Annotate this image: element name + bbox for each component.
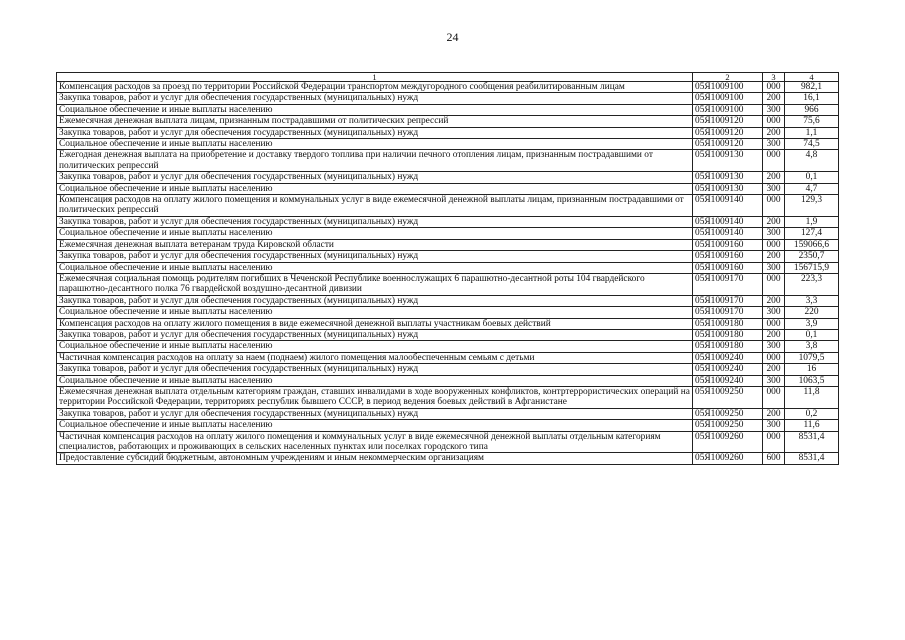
expense-type-cell: 300 — [763, 341, 785, 352]
expense-name-cell: Социальное обеспечение и иные выплаты населению — [57, 420, 693, 431]
target-code-cell: 05Я1009250 — [693, 386, 763, 408]
expense-name-cell: Социальное обеспечение и иные выплаты населению — [57, 139, 693, 150]
header-col-3: 3 — [763, 73, 785, 82]
target-code-cell: 05Я1009160 — [693, 262, 763, 273]
amount-cell: 11,6 — [785, 420, 839, 431]
expense-type-cell: 200 — [763, 216, 785, 227]
header-col-1: 1 — [57, 73, 693, 82]
expense-name-cell: Закупка товаров, работ и услуг для обеспечения государственных (муниципальных) нужд — [57, 329, 693, 340]
target-code-cell: 05Я1009120 — [693, 127, 763, 138]
target-code-cell: 05Я1009100 — [693, 93, 763, 104]
table-row — [57, 127, 839, 138]
expense-name-cell: Ежемесячная денежная выплата отдельным категориям граждан, ставших инвалидами в ходе вооруженных конфликтов, контртеррористических операций на территории Российской Федерации, территориях республик бывшего СССР, в период ведения боевых действий в Афганистане — [57, 386, 693, 408]
expense-name-cell: Ежемесячная социальная помощь родителям погибших в Чеченской Республике военнослужащих 6 парашютно-десантной роты 104 гвардейского парашютно-десантного полка 76 гвардейской воздушно-десантной дивизии — [57, 273, 693, 295]
expense-type-cell: 200 — [763, 127, 785, 138]
amount-cell: 2350,7 — [785, 251, 839, 262]
target-code-cell: 05Я1009170 — [693, 295, 763, 306]
target-code-cell: 05Я1009130 — [693, 150, 763, 172]
expense-name-cell: Частичная компенсация расходов на оплату за наем (поднаем) жилого помещения малообеспеченным семьям с детьми — [57, 352, 693, 363]
expense-type-cell: 000 — [763, 386, 785, 408]
expense-name-cell: Социальное обеспечение и иные выплаты населению — [57, 262, 693, 273]
target-code-cell: 05Я1009100 — [693, 104, 763, 115]
expense-name-cell: Закупка товаров, работ и услуг для обеспечения государственных (муниципальных) нужд — [57, 251, 693, 262]
amount-cell: 1,9 — [785, 216, 839, 227]
amount-cell: 966 — [785, 104, 839, 115]
expense-type-cell: 000 — [763, 431, 785, 453]
table-row — [57, 104, 839, 115]
expense-name-cell: Закупка товаров, работ и услуг для обеспечения государственных (муниципальных) нужд — [57, 295, 693, 306]
expense-type-cell: 200 — [763, 172, 785, 183]
amount-cell: 129,3 — [785, 195, 839, 217]
expense-name-cell: Закупка товаров, работ и услуг для обеспечения государственных (муниципальных) нужд — [57, 172, 693, 183]
expense-type-cell: 000 — [763, 352, 785, 363]
expense-name-cell: Закупка товаров, работ и услуг для обеспечения государственных (муниципальных) нужд — [57, 127, 693, 138]
table-row — [57, 116, 839, 127]
page-number: 24 — [446, 30, 459, 44]
expense-type-cell: 000 — [763, 195, 785, 217]
expense-name-cell: Частичная компенсация расходов на оплату жилого помещения и коммунальных услуг в виде ежемесячной денежной выплаты отдельным категориям специалистов, работающих и проживающих в сельских населенных пунктах или поселках городского типа — [57, 431, 693, 453]
header-col-2: 2 — [693, 73, 763, 82]
table-row — [57, 183, 839, 194]
table-row — [57, 386, 839, 408]
expense-type-cell: 300 — [763, 104, 785, 115]
expense-name-cell: Компенсация расходов на оплату жилого помещения и коммунальных услуг в виде ежемесячной денежной выплаты лицам, признанным пострадавшими от политических репрессий — [57, 195, 693, 217]
amount-cell: 0,1 — [785, 329, 839, 340]
amount-cell: 0,2 — [785, 408, 839, 419]
amount-cell: 1079,5 — [785, 352, 839, 363]
table-row — [57, 329, 839, 340]
amount-cell: 127,4 — [785, 228, 839, 239]
expense-type-cell: 300 — [763, 139, 785, 150]
expense-name-cell: Закупка товаров, работ и услуг для обеспечения государственных (муниципальных) нужд — [57, 364, 693, 375]
target-code-cell: 05Я1009240 — [693, 375, 763, 386]
target-code-cell: 05Я1009260 — [693, 453, 763, 464]
expense-type-cell: 000 — [763, 82, 785, 93]
expense-name-cell: Социальное обеспечение и иные выплаты населению — [57, 104, 693, 115]
expense-type-cell: 000 — [763, 318, 785, 329]
expense-type-cell: 300 — [763, 420, 785, 431]
amount-cell: 16,1 — [785, 93, 839, 104]
expense-name-cell: Социальное обеспечение и иные выплаты населению — [57, 341, 693, 352]
target-code-cell: 05Я1009100 — [693, 82, 763, 93]
expense-type-cell: 200 — [763, 364, 785, 375]
amount-cell: 3,3 — [785, 295, 839, 306]
target-code-cell: 05Я1009180 — [693, 318, 763, 329]
expense-type-cell: 200 — [763, 408, 785, 419]
amount-cell: 75,6 — [785, 116, 839, 127]
expense-type-cell: 300 — [763, 375, 785, 386]
amount-cell: 74,5 — [785, 139, 839, 150]
amount-cell: 220 — [785, 307, 839, 318]
table-row — [57, 139, 839, 150]
amount-cell: 156715,9 — [785, 262, 839, 273]
target-code-cell: 05Я1009140 — [693, 228, 763, 239]
target-code-cell: 05Я1009240 — [693, 364, 763, 375]
target-code-cell: 05Я1009250 — [693, 420, 763, 431]
table-row — [57, 216, 839, 227]
table-row — [57, 420, 839, 431]
expense-type-cell: 000 — [763, 239, 785, 250]
table-row — [57, 228, 839, 239]
expense-type-cell: 000 — [763, 273, 785, 295]
expense-name-cell: Ежегодная денежная выплата на приобретение и доставку твердого топлива при наличии печного отопления лицам, признанным пострадавшими от политических репрессий — [57, 150, 693, 172]
expense-name-cell: Предоставление субсидий бюджетным, автономным учреждениям и иным некоммерческим организациям — [57, 453, 693, 464]
expense-type-cell: 300 — [763, 262, 785, 273]
amount-cell: 1,1 — [785, 127, 839, 138]
amount-cell: 16 — [785, 364, 839, 375]
table-row — [57, 273, 839, 295]
target-code-cell: 05Я1009260 — [693, 431, 763, 453]
expense-name-cell: Социальное обеспечение и иные выплаты населению — [57, 183, 693, 194]
budget-table — [56, 72, 839, 465]
amount-cell: 0,1 — [785, 172, 839, 183]
table-row — [57, 453, 839, 464]
expense-type-cell: 300 — [763, 307, 785, 318]
table-row — [57, 82, 839, 93]
table-body — [57, 82, 839, 465]
amount-cell: 159066,6 — [785, 239, 839, 250]
target-code-cell: 05Я1009130 — [693, 172, 763, 183]
header-row — [57, 73, 839, 82]
expense-type-cell: 000 — [763, 150, 785, 172]
table-row — [57, 262, 839, 273]
expense-type-cell: 300 — [763, 228, 785, 239]
expense-type-cell: 200 — [763, 251, 785, 262]
expense-type-cell: 200 — [763, 329, 785, 340]
amount-cell: 8531,4 — [785, 431, 839, 453]
target-code-cell: 05Я1009160 — [693, 251, 763, 262]
amount-cell: 223,3 — [785, 273, 839, 295]
table-row — [57, 318, 839, 329]
amount-cell: 3,9 — [785, 318, 839, 329]
expense-name-cell: Закупка товаров, работ и услуг для обеспечения государственных (муниципальных) нужд — [57, 93, 693, 104]
amount-cell: 4,7 — [785, 183, 839, 194]
expense-type-cell: 300 — [763, 183, 785, 194]
expense-type-cell: 000 — [763, 116, 785, 127]
target-code-cell: 05Я1009120 — [693, 116, 763, 127]
table-row — [57, 150, 839, 172]
table-row — [57, 341, 839, 352]
expense-type-cell: 600 — [763, 453, 785, 464]
amount-cell: 11,8 — [785, 386, 839, 408]
table-row — [57, 352, 839, 363]
target-code-cell: 05Я1009140 — [693, 216, 763, 227]
table-row — [57, 408, 839, 419]
target-code-cell: 05Я1009160 — [693, 239, 763, 250]
amount-cell: 8531,4 — [785, 453, 839, 464]
target-code-cell: 05Я1009170 — [693, 307, 763, 318]
target-code-cell: 05Я1009240 — [693, 352, 763, 363]
target-code-cell: 05Я1009130 — [693, 183, 763, 194]
target-code-cell: 05Я1009180 — [693, 329, 763, 340]
expense-name-cell: Социальное обеспечение и иные выплаты населению — [57, 228, 693, 239]
table-row — [57, 251, 839, 262]
table-row — [57, 364, 839, 375]
target-code-cell: 05Я1009180 — [693, 341, 763, 352]
expense-type-cell: 200 — [763, 93, 785, 104]
target-code-cell: 05Я1009140 — [693, 195, 763, 217]
expense-name-cell: Ежемесячная денежная выплата ветеранам труда Кировской области — [57, 239, 693, 250]
target-code-cell: 05Я1009250 — [693, 408, 763, 419]
table-row — [57, 375, 839, 386]
expense-name-cell: Закупка товаров, работ и услуг для обеспечения государственных (муниципальных) нужд — [57, 408, 693, 419]
table-row — [57, 172, 839, 183]
amount-cell: 982,1 — [785, 82, 839, 93]
amount-cell: 4,8 — [785, 150, 839, 172]
target-code-cell: 05Я1009170 — [693, 273, 763, 295]
table-row — [57, 239, 839, 250]
expense-name-cell: Закупка товаров, работ и услуг для обеспечения государственных (муниципальных) нужд — [57, 216, 693, 227]
expense-name-cell: Социальное обеспечение и иные выплаты населению — [57, 307, 693, 318]
expense-name-cell: Компенсация расходов на оплату жилого помещения в виде ежемесячной денежной выплаты участникам боевых действий — [57, 318, 693, 329]
table-row — [57, 307, 839, 318]
target-code-cell: 05Я1009120 — [693, 139, 763, 150]
table-row — [57, 431, 839, 453]
table-row — [57, 195, 839, 217]
table-row — [57, 93, 839, 104]
expense-name-cell: Ежемесячная денежная выплата лицам, признанным пострадавшими от политических репрессий — [57, 116, 693, 127]
expense-name-cell: Компенсация расходов за проезд по территории Российской Федерации транспортом междугородного сообщения реабилитированным лицам — [57, 82, 693, 93]
expense-type-cell: 200 — [763, 295, 785, 306]
table-row — [57, 295, 839, 306]
expense-name-cell: Социальное обеспечение и иные выплаты населению — [57, 375, 693, 386]
amount-cell: 3,8 — [785, 341, 839, 352]
header-col-4: 4 — [785, 73, 839, 82]
amount-cell: 1063,5 — [785, 375, 839, 386]
